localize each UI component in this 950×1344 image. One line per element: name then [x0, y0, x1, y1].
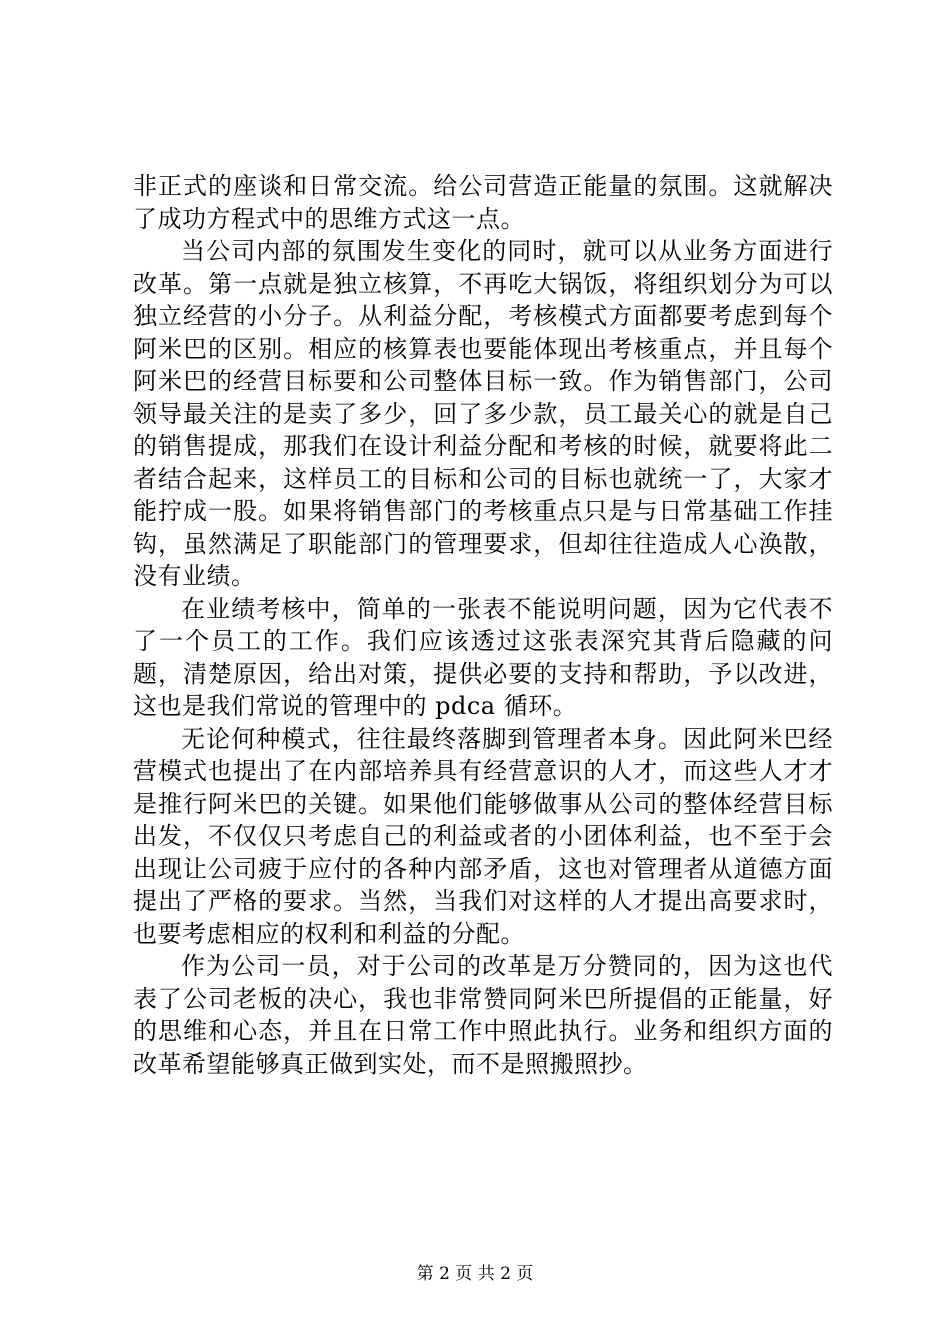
paragraph-2: 当公司内部的氛围发生变化的同时，就可以从业务方面进行改革。第一点就是独立核算，不再吃大锅饭，将组织划分为可以独立经营的小分子。从利益分配，考核模式方面都要考虑到每个阿米巴的区别。相应的核算表也要能体现出考核重点，并且每个阿米巴的经营目标要和公司整体目标一致。作为销售部门，公司领导最关注的是卖了多少，回了多少款，员工最关心的就是自己的销售提成，那我们在设计利益分配和考核的时候，就要将此二者结合起来，这样员工的目标和公司的目标也就统一了，大家才能拧成一股。如果将销售部门的考核重点只是与日常基础工作挂钩，虽然满足了职能部门的管理要求，但却往往造成人心涣散，没有业绩。 [133, 237, 833, 590]
document-body [133, 170, 833, 1080]
paragraph-1: 非正式的座谈和日常交流。给公司营造正能量的氛围。这就解决了成功方程式中的思维方式这一点。 [133, 172, 833, 233]
paragraph-5: 作为公司一员，对于公司的改革是万分赞同的，因为这也代表了公司老板的决心，我也非常赞同阿米巴所提倡的正能量，好的思维和心态，并且在日常工作中照此执行。业务和组织方面的改革希望能够真正做到实处，而不是照搬照抄。 [133, 952, 833, 1078]
page-number-footer: 第 2 页 共 2 页 [416, 1264, 534, 1284]
paragraph-3: 在业绩考核中，简单的一张表不能说明问题，因为它代表不了一个员工的工作。我们应该透过这张表深究其背后隐藏的问题，清楚原因，给出对策，提供必要的支持和帮助，予以改进，这也是我们常说的管理中的 pdca 循环。 [133, 594, 833, 720]
paragraph-4: 无论何种模式，往往最终落脚到管理者本身。因此阿米巴经营模式也提出了在内部培养具有经营意识的人才，而这些人才才是推行阿米巴的关键。如果他们能够做事从公司的整体经营目标出发，不仅仅只考虑自己的利益或者的小团体利益，也不至于会出现让公司疲于应付的各种内部矛盾，这也对管理者从道德方面提出了严格的要求。当然，当我们对这样的人才提出高要求时，也要考虑相应的权利和利益的分配。 [133, 724, 833, 948]
